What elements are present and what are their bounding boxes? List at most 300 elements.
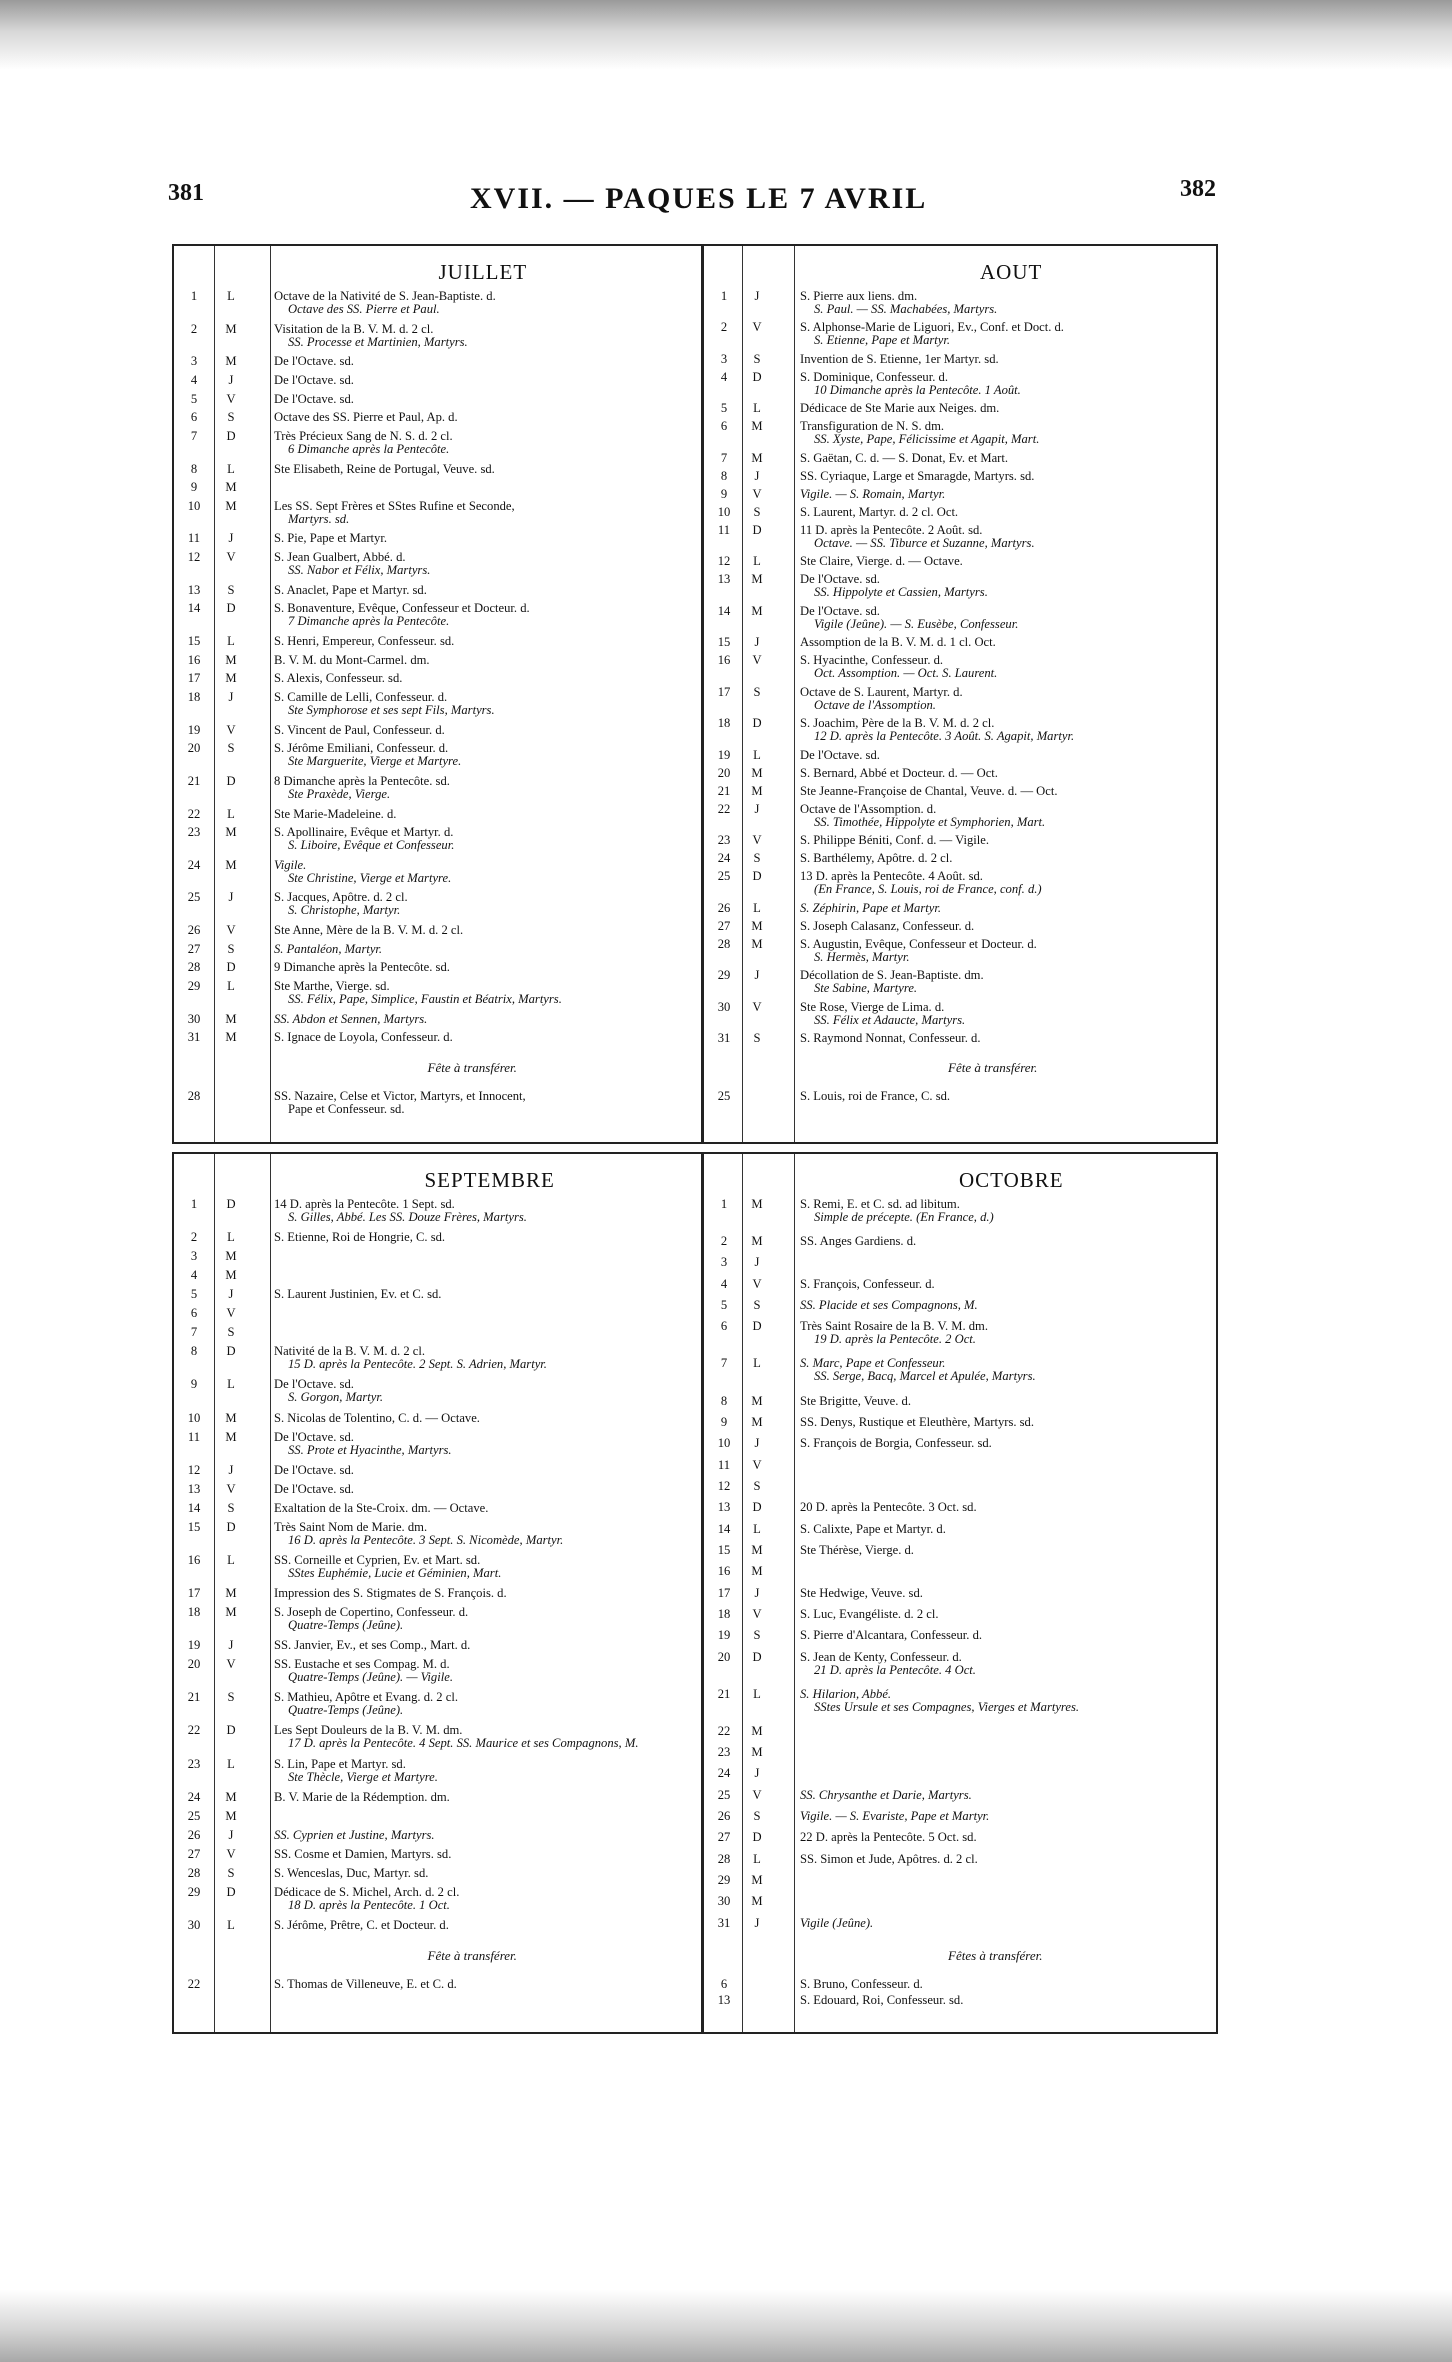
day-number: 11 bbox=[187, 1429, 201, 1444]
day-number: 9 bbox=[190, 480, 198, 495]
feast-entry bbox=[800, 371, 1208, 397]
weekday-letter: S bbox=[753, 1628, 761, 1643]
day-number: 17 bbox=[717, 684, 731, 699]
day-number: 9 bbox=[190, 1377, 198, 1392]
feast-entry bbox=[274, 374, 693, 387]
feast-text: SS. Corneille et Cyprien, Ev. et Mart. sd. bbox=[274, 1552, 481, 1567]
weekday-letter: L bbox=[227, 1377, 235, 1392]
day-number: 17 bbox=[187, 1586, 201, 1601]
feast-text: 11 D. après la Pentecôte. 2 Août. sd. bbox=[800, 522, 983, 537]
weekday-letter: M bbox=[751, 783, 763, 798]
day-number: 10 bbox=[187, 1410, 201, 1425]
day-number: 25 bbox=[187, 1808, 201, 1823]
feast-text: SS. Abdon et Sennen, Martyrs. bbox=[274, 1011, 428, 1026]
day-number: 3 bbox=[190, 354, 198, 369]
feast-commemoration: SStes Euphémie, Lucie et Géminien, Mart. bbox=[288, 1565, 502, 1580]
feast-commemoration: 6 Dimanche après la Pentecôte. bbox=[288, 441, 450, 456]
day-number: 22 bbox=[187, 1977, 201, 1991]
feast-text: Ste Claire, Vierge. d. — Octave. bbox=[800, 554, 963, 569]
feast-entry bbox=[274, 463, 693, 476]
day-number: 7 bbox=[190, 1325, 198, 1340]
weekday-letter: D bbox=[226, 960, 236, 975]
feast-text: S. Jérôme Emiliani, Confesseur. d. bbox=[274, 741, 449, 756]
day-number: 26 bbox=[717, 900, 731, 915]
feast-text: Vigile. — S. Romain, Martyr. bbox=[800, 486, 946, 501]
day-number: 22 bbox=[717, 1723, 731, 1738]
feast-text: SS. Janvier, Ev., et ses Comp., Mart. d. bbox=[274, 1638, 471, 1653]
feast-text: S. Laurent, Martyr. d. 2 cl. Oct. bbox=[800, 504, 959, 519]
feast-entry bbox=[800, 1629, 1208, 1642]
feast-commemoration: Ste Symphorose et ses sept Fils, Martyrs. bbox=[288, 703, 495, 718]
day-number: 16 bbox=[717, 1564, 731, 1579]
day-number: 24 bbox=[717, 851, 731, 866]
day-number: 4 bbox=[720, 1276, 728, 1291]
feast-text: Octave de S. Laurent, Martyr. d. bbox=[800, 684, 963, 699]
weekday-letter: J bbox=[754, 1915, 760, 1930]
weekday-letter: V bbox=[226, 1306, 236, 1321]
feast-commemoration: SS. Félix, Pape, Simplice, Faustin et Béatrix, Martyrs. bbox=[288, 992, 562, 1007]
day-number: 23 bbox=[187, 1756, 201, 1771]
day-number: 6 bbox=[720, 1977, 728, 1991]
feast-entry bbox=[800, 1917, 1208, 1930]
feast-text: S. Luc, Evangéliste. d. 2 cl. bbox=[800, 1606, 939, 1621]
feast-commemoration: SS. Prote et Hyacinthe, Martyrs. bbox=[288, 1442, 452, 1457]
weekday-letter: M bbox=[751, 936, 763, 951]
weekday-letter: J bbox=[228, 372, 234, 387]
weekday-letter: M bbox=[225, 1030, 237, 1045]
day-number: 10 bbox=[187, 498, 201, 513]
feast-text: Ste Thérèse, Vierge. d. bbox=[800, 1542, 914, 1557]
weekday-letter: D bbox=[752, 1649, 762, 1664]
day-number: 8 bbox=[190, 1344, 198, 1359]
column-rule bbox=[794, 1154, 795, 2032]
feast-entry bbox=[800, 506, 1208, 519]
feast-commemoration: 19 D. après la Pentecôte. 2 Oct. bbox=[814, 1332, 976, 1347]
feast-commemoration: Quatre-Temps (Jeûne). bbox=[288, 1703, 404, 1718]
day-number: 1 bbox=[720, 289, 728, 303]
feast-text: 14 D. après la Pentecôte. 1 Sept. sd. bbox=[274, 1197, 455, 1211]
feast-entry bbox=[274, 654, 693, 667]
feast-text: SS. Chrysanthe et Darie, Martyrs. bbox=[800, 1787, 972, 1802]
weekday-letter: V bbox=[226, 1846, 236, 1861]
feast-commemoration: Octave de l'Assomption. bbox=[814, 697, 936, 712]
feast-text: Décollation de S. Jean-Baptiste. dm. bbox=[800, 968, 984, 983]
feast-commemoration: S. Etienne, Pape et Martyr. bbox=[814, 333, 951, 348]
day-number: 13 bbox=[187, 1481, 201, 1496]
day-number: 10 bbox=[717, 1436, 731, 1451]
feast-entry bbox=[274, 961, 693, 974]
feast-text: S. Thomas de Villeneuve, E. et C. d. bbox=[274, 1977, 457, 1991]
feast-commemoration: S. Liboire, Evêque et Confesseur. bbox=[288, 838, 455, 853]
feast-entry bbox=[800, 1810, 1208, 1823]
day-number: 30 bbox=[717, 1894, 731, 1909]
feast-text: S. François, Confesseur. d. bbox=[800, 1276, 935, 1291]
month-title: JUILLET bbox=[438, 260, 528, 284]
feast-text: S. Pierre aux liens. dm. bbox=[800, 289, 918, 303]
feast-text: Les Sept Douleurs de la B. V. M. dm. bbox=[274, 1723, 463, 1738]
feast-text: S. Augustin, Evêque, Confesseur et Docteur. d. bbox=[800, 936, 1037, 951]
feast-text: Ste Brigitte, Veuve. d. bbox=[800, 1393, 912, 1408]
feast-entry bbox=[274, 924, 693, 937]
feast-commemoration: Vigile (Jeûne). — S. Eusèbe, Confesseur. bbox=[814, 616, 1019, 631]
feast-text: De l'Octave. sd. bbox=[274, 1481, 354, 1496]
day-number: 13 bbox=[717, 572, 731, 587]
feast-entry bbox=[274, 430, 693, 456]
feast-text: Nativité de la B. V. M. d. 2 cl. bbox=[274, 1344, 425, 1359]
weekday-letter: S bbox=[227, 582, 235, 597]
day-number: 3 bbox=[190, 1249, 198, 1264]
feast-entry bbox=[800, 1278, 1208, 1291]
weekday-letter: M bbox=[751, 1393, 763, 1408]
weekday-letter: M bbox=[751, 419, 763, 434]
feast-text: Ste Marie-Madeleine. d. bbox=[274, 806, 397, 821]
weekday-letter: S bbox=[227, 1325, 235, 1340]
day-number: 19 bbox=[187, 1638, 201, 1653]
day-number: 8 bbox=[720, 1393, 728, 1408]
weekday-letter: D bbox=[226, 428, 236, 443]
day-number: 29 bbox=[187, 979, 201, 994]
day-number: 14 bbox=[717, 1521, 731, 1536]
day-number: 2 bbox=[190, 1230, 198, 1245]
day-number: 24 bbox=[717, 1766, 731, 1781]
feast-entry bbox=[274, 1919, 693, 1932]
day-number: 8 bbox=[720, 468, 728, 483]
weekday-letter: S bbox=[227, 1865, 235, 1880]
day-number: 27 bbox=[717, 918, 731, 933]
day-number: 28 bbox=[187, 960, 201, 975]
page-number-left: 381 bbox=[168, 180, 204, 206]
feast-entry bbox=[274, 691, 693, 717]
month-panel-octobre bbox=[702, 1152, 1218, 2034]
feast-commemoration: Martyrs. sd. bbox=[288, 511, 350, 526]
feast-entry bbox=[274, 1791, 693, 1804]
feast-entry bbox=[274, 1031, 693, 1044]
day-number: 5 bbox=[190, 1287, 198, 1302]
feast-entry bbox=[800, 803, 1208, 829]
running-title: XVII. — PAQUES LE 7 AVRIL bbox=[470, 182, 928, 215]
weekday-letter: M bbox=[751, 1894, 763, 1909]
day-number: 4 bbox=[720, 369, 728, 384]
weekday-letter: J bbox=[228, 890, 234, 905]
feast-text: S. Calixte, Pape et Martyr. d. bbox=[800, 1521, 946, 1536]
month-title: AOUT bbox=[980, 260, 1043, 284]
day-number: 2 bbox=[720, 320, 728, 335]
weekday-letter: S bbox=[753, 851, 761, 866]
feast-entry bbox=[800, 1789, 1208, 1802]
month-title: SEPTEMBRE bbox=[424, 1168, 555, 1192]
feast-entry bbox=[800, 1831, 1208, 1844]
feast-text: S. Alexis, Confesseur. sd. bbox=[274, 671, 403, 686]
feast-text: S. Edouard, Roi, Confesseur. sd. bbox=[800, 1993, 964, 2007]
day-number: 23 bbox=[187, 825, 201, 840]
feast-text: Assomption de la B. V. M. d. 1 cl. Oct. bbox=[800, 635, 996, 650]
feast-text: S. Raymond Nonnat, Confesseur. d. bbox=[800, 1030, 981, 1045]
feast-entry bbox=[800, 1198, 1208, 1224]
feast-entry bbox=[274, 393, 693, 406]
weekday-letter: J bbox=[754, 468, 760, 483]
weekday-letter: L bbox=[753, 401, 761, 416]
weekday-letter: M bbox=[751, 450, 763, 465]
feast-text: Impression des S. Stigmates de S. François. d. bbox=[274, 1586, 507, 1601]
feast-entry bbox=[800, 1235, 1208, 1248]
weekday-letter: J bbox=[228, 1287, 234, 1302]
weekday-letter: D bbox=[226, 773, 236, 788]
feast-entry bbox=[800, 785, 1208, 798]
day-number: 16 bbox=[717, 653, 731, 668]
weekday-letter: L bbox=[227, 634, 235, 648]
weekday-letter: S bbox=[753, 684, 761, 699]
feast-entry bbox=[800, 555, 1208, 568]
feast-entry bbox=[274, 602, 693, 628]
day-number: 17 bbox=[187, 671, 201, 686]
day-number: 26 bbox=[717, 1809, 731, 1824]
day-number: 17 bbox=[717, 1585, 731, 1600]
weekday-letter: S bbox=[753, 351, 761, 366]
weekday-letter: D bbox=[226, 1884, 236, 1899]
feast-entry bbox=[274, 355, 693, 368]
weekday-letter: V bbox=[752, 1457, 762, 1472]
feast-entry bbox=[274, 672, 693, 685]
feast-text: S. Wenceslas, Duc, Martyr. sd. bbox=[274, 1865, 429, 1880]
day-number: 8 bbox=[190, 461, 198, 476]
feast-text: S. Gaëtan, C. d. — S. Donat, Ev. et Mart. bbox=[800, 450, 1008, 465]
feast-entry bbox=[800, 353, 1208, 366]
day-number: 4 bbox=[190, 372, 198, 387]
column-rule bbox=[270, 1154, 271, 2032]
weekday-letter: V bbox=[226, 1657, 236, 1672]
weekday-letter: D bbox=[226, 601, 236, 616]
weekday-letter: J bbox=[754, 801, 760, 816]
feast-entry bbox=[800, 920, 1208, 933]
day-number: 15 bbox=[187, 634, 201, 648]
feast-text: S. Ignace de Loyola, Confesseur. d. bbox=[274, 1030, 453, 1045]
feast-entry bbox=[800, 938, 1208, 964]
transfer-heading: Fêtes à transférer. bbox=[948, 1948, 1043, 1963]
feast-text: SS. Nazaire, Celse et Victor, Martyrs, et Innocent, bbox=[274, 1089, 526, 1103]
feast-commemoration: 16 D. après la Pentecôte. 3 Sept. S. Nicomède, Martyr. bbox=[288, 1532, 564, 1547]
day-number: 3 bbox=[720, 1255, 728, 1270]
feast-entry bbox=[274, 943, 693, 956]
feast-entry bbox=[800, 1608, 1208, 1621]
feast-entry bbox=[800, 767, 1208, 780]
day-number: 25 bbox=[717, 1089, 731, 1103]
feast-commemoration: Ste Christine, Vierge et Martyre. bbox=[288, 870, 452, 885]
day-number: 30 bbox=[187, 1917, 201, 1932]
feast-text: S. Bonaventure, Evêque, Confesseur et Docteur. d. bbox=[274, 601, 530, 616]
month-panel-septembre bbox=[172, 1152, 702, 2034]
feast-entry bbox=[274, 290, 693, 316]
feast-text: S. Bruno, Confesseur. d. bbox=[800, 1977, 923, 1991]
feast-entry bbox=[274, 1502, 693, 1515]
feast-text: S. Apollinaire, Evêque et Martyr. d. bbox=[274, 825, 454, 840]
weekday-letter: S bbox=[753, 1298, 761, 1313]
feast-text: SS. Eustache et ses Compag. M. d. bbox=[274, 1657, 450, 1672]
weekday-letter: J bbox=[228, 1827, 234, 1842]
feast-text: Exaltation de la Ste-Croix. dm. — Octave. bbox=[274, 1500, 489, 1515]
weekday-letter: S bbox=[227, 741, 235, 756]
weekday-letter: L bbox=[227, 289, 235, 303]
day-number: 27 bbox=[187, 941, 201, 956]
day-number: 29 bbox=[717, 968, 731, 983]
day-number: 18 bbox=[717, 1606, 731, 1621]
weekday-letter: V bbox=[752, 999, 762, 1014]
day-number: 31 bbox=[717, 1030, 731, 1045]
feast-entry bbox=[800, 1357, 1208, 1383]
day-number: 15 bbox=[187, 1519, 201, 1534]
feast-text: S. Mathieu, Apôtre et Evang. d. 2 cl. bbox=[274, 1690, 458, 1705]
feast-text: S. Pie, Pape et Martyr. bbox=[274, 531, 387, 546]
feast-commemoration: 10 Dimanche après la Pentecôte. 1 Août. bbox=[814, 382, 1021, 397]
day-number: 25 bbox=[717, 869, 731, 884]
day-number: 6 bbox=[190, 410, 198, 425]
feast-text: S. Hilarion, Abbé. bbox=[800, 1686, 892, 1701]
feast-commemoration: Ste Marguerite, Vierge et Martyre. bbox=[288, 754, 462, 769]
weekday-letter: L bbox=[227, 1917, 235, 1932]
feast-entry bbox=[800, 290, 1208, 316]
weekday-letter: D bbox=[752, 369, 762, 384]
feast-entry bbox=[274, 775, 693, 801]
feast-entry bbox=[274, 532, 693, 545]
feast-entry bbox=[274, 891, 693, 917]
feast-text: De l'Octave. sd. bbox=[274, 391, 354, 406]
weekday-letter: L bbox=[753, 1356, 761, 1371]
day-number: 27 bbox=[187, 1846, 201, 1861]
feast-text: Octave de la Nativité de S. Jean-Baptiste. d. bbox=[274, 289, 496, 303]
day-number: 12 bbox=[717, 1478, 731, 1493]
weekday-letter: M bbox=[225, 652, 237, 667]
feast-entry bbox=[274, 1867, 693, 1880]
day-number: 5 bbox=[190, 391, 198, 406]
weekday-letter: D bbox=[752, 1319, 762, 1334]
feast-entry bbox=[274, 1978, 693, 1991]
day-number: 6 bbox=[720, 419, 728, 434]
feast-text: S. Jean de Kenty, Confesseur. d. bbox=[800, 1649, 962, 1664]
day-number: 20 bbox=[187, 1657, 201, 1672]
feast-entry bbox=[274, 411, 693, 424]
day-number: 21 bbox=[187, 1690, 201, 1705]
weekday-letter: M bbox=[225, 1268, 237, 1283]
feast-entry bbox=[274, 1521, 693, 1547]
feast-text: De l'Octave. sd. bbox=[274, 354, 354, 369]
day-number: 15 bbox=[717, 1542, 731, 1557]
feast-text: Vigile. bbox=[274, 857, 307, 872]
feast-entry bbox=[274, 980, 693, 1006]
day-number: 18 bbox=[187, 1605, 201, 1620]
feast-text: Octave des SS. Pierre et Paul, Ap. d. bbox=[274, 410, 458, 425]
feast-entry bbox=[274, 859, 693, 885]
weekday-letter: S bbox=[753, 1030, 761, 1045]
weekday-letter: J bbox=[754, 289, 760, 303]
feast-text: Ste Jeanne-Françoise de Chantal, Veuve. d. — Oct. bbox=[800, 783, 1058, 798]
weekday-letter: L bbox=[227, 1756, 235, 1771]
feast-entry bbox=[274, 1691, 693, 1717]
feast-entry bbox=[800, 1853, 1208, 1866]
weekday-letter: M bbox=[751, 1414, 763, 1429]
weekday-letter: J bbox=[228, 531, 234, 546]
feast-entry bbox=[800, 488, 1208, 501]
feast-text: Transfiguration de N. S. dm. bbox=[800, 419, 945, 434]
weekday-letter: M bbox=[225, 1410, 237, 1425]
day-number: 26 bbox=[187, 922, 201, 937]
feast-entry bbox=[274, 808, 693, 821]
feast-text: Invention de S. Etienne, 1er Martyr. sd. bbox=[800, 351, 999, 366]
feast-text: Octave de l'Assomption. d. bbox=[800, 801, 937, 816]
column-rule bbox=[794, 246, 795, 1142]
feast-text: De l'Octave. sd. bbox=[800, 747, 880, 762]
weekday-letter: J bbox=[228, 1462, 234, 1477]
feast-entry bbox=[800, 452, 1208, 465]
feast-entry bbox=[800, 1587, 1208, 1600]
scan-shadow-top bbox=[0, 0, 1452, 70]
day-number: 7 bbox=[720, 450, 728, 465]
day-number: 22 bbox=[717, 801, 731, 816]
day-number: 20 bbox=[717, 1649, 731, 1664]
feast-text: S. Joseph Calasanz, Confesseur. d. bbox=[800, 918, 975, 933]
feast-text: S. Philippe Béniti, Conf. d. — Vigile. bbox=[800, 833, 989, 848]
feast-text: De l'Octave. sd. bbox=[274, 1462, 354, 1477]
month-title: OCTOBRE bbox=[959, 1168, 1064, 1192]
feast-text: S. Hyacinthe, Confesseur. d. bbox=[800, 653, 944, 668]
feast-text: S. Henri, Empereur, Confesseur. sd. bbox=[274, 634, 455, 648]
feast-entry bbox=[274, 584, 693, 597]
transfer-heading: Fête à transférer. bbox=[427, 1060, 517, 1075]
day-number: 19 bbox=[187, 722, 201, 737]
weekday-letter: S bbox=[227, 1500, 235, 1515]
feast-text: Ste Elisabeth, Reine de Portugal, Veuve. sd. bbox=[274, 461, 495, 476]
feast-entry bbox=[800, 1437, 1208, 1450]
weekday-letter: J bbox=[754, 1585, 760, 1600]
feast-entry bbox=[800, 1651, 1208, 1677]
weekday-letter: L bbox=[753, 1686, 761, 1701]
feast-entry bbox=[800, 1544, 1208, 1557]
feast-entry bbox=[800, 852, 1208, 865]
feast-commemoration: (En France, S. Louis, roi de France, conf. d.) bbox=[814, 882, 1042, 897]
transfer-heading: Fête à transférer. bbox=[948, 1060, 1038, 1075]
weekday-letter: V bbox=[752, 486, 762, 501]
feast-text: S. Anaclet, Pape et Martyr. sd. bbox=[274, 582, 427, 597]
feast-commemoration: 21 D. après la Pentecôte. 4 Oct. bbox=[814, 1662, 976, 1677]
feast-text: Ste Anne, Mère de la B. V. M. d. 2 cl. bbox=[274, 922, 464, 937]
feast-text: S. Jérôme, Prêtre, C. et Docteur. d. bbox=[274, 1917, 449, 1932]
feast-entry bbox=[274, 1639, 693, 1652]
day-number: 31 bbox=[187, 1030, 201, 1045]
feast-text: S. Etienne, Roi de Hongrie, C. sd. bbox=[274, 1230, 446, 1245]
feast-commemoration: Simple de précepte. (En France, d.) bbox=[814, 1210, 994, 1224]
feast-text: S. Nicolas de Tolentino, C. d. — Octave. bbox=[274, 1410, 480, 1425]
feast-entry bbox=[800, 1994, 1208, 2007]
feast-text: S. Alphonse-Marie de Liguori, Ev., Conf. et Doct. d. bbox=[800, 320, 1064, 335]
day-number: 1 bbox=[190, 1197, 198, 1211]
feast-text: 8 Dimanche après la Pentecôte. sd. bbox=[274, 773, 450, 788]
weekday-letter: M bbox=[751, 603, 763, 618]
day-number: 28 bbox=[187, 1865, 201, 1880]
feast-text: De l'Octave. sd. bbox=[800, 603, 880, 618]
feast-text: S. Pierre d'Alcantara, Confesseur. d. bbox=[800, 1628, 983, 1643]
feast-entry bbox=[800, 902, 1208, 915]
feast-entry bbox=[274, 1848, 693, 1861]
day-number: 26 bbox=[187, 1827, 201, 1842]
day-number: 29 bbox=[717, 1873, 731, 1887]
feast-entry bbox=[274, 1606, 693, 1632]
day-number: 14 bbox=[717, 603, 731, 618]
feast-commemoration: Ste Praxède, Vierge. bbox=[288, 786, 391, 801]
feast-entry bbox=[800, 834, 1208, 847]
feast-commemoration: SS. Hippolyte et Cassien, Martyrs. bbox=[814, 585, 988, 600]
weekday-letter: V bbox=[752, 1276, 762, 1291]
day-number: 5 bbox=[720, 401, 728, 416]
feast-entry bbox=[800, 420, 1208, 446]
weekday-letter: J bbox=[754, 635, 760, 650]
